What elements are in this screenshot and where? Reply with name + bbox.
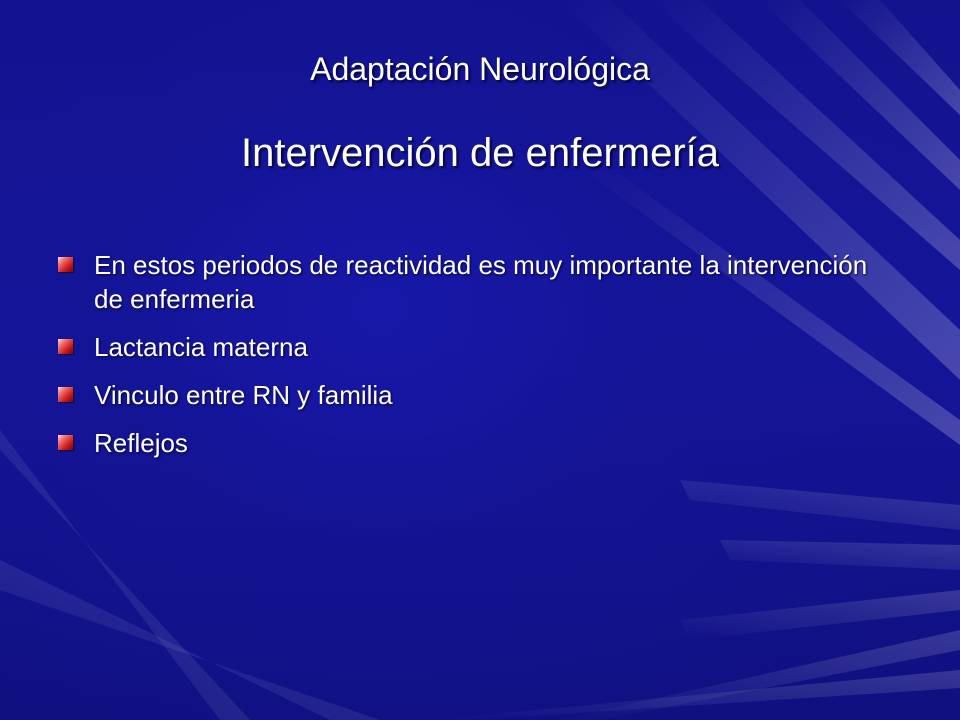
red-square-bullet-icon — [58, 387, 73, 402]
bullet-item — [58, 378, 898, 412]
bullet-text: Reflejos — [94, 428, 188, 458]
slide-subtitle: Adaptación Neurológica — [310, 51, 650, 87]
red-square-bullet-icon — [58, 257, 73, 272]
bullet-text: Vinculo entre RN y familia — [94, 380, 393, 410]
bullet-list — [58, 248, 898, 474]
red-square-bullet-icon — [58, 435, 73, 450]
bullet-text: En estos periodos de reactividad es muy importante la intervención de enfermeria — [94, 250, 868, 314]
bullet-text: Lactancia materna — [94, 332, 308, 362]
bullet-item — [58, 330, 898, 364]
bullet-item — [58, 426, 898, 460]
red-square-bullet-icon — [58, 339, 73, 354]
slide-title: Intervención de enfermería — [240, 131, 720, 175]
bullet-item — [58, 248, 898, 316]
